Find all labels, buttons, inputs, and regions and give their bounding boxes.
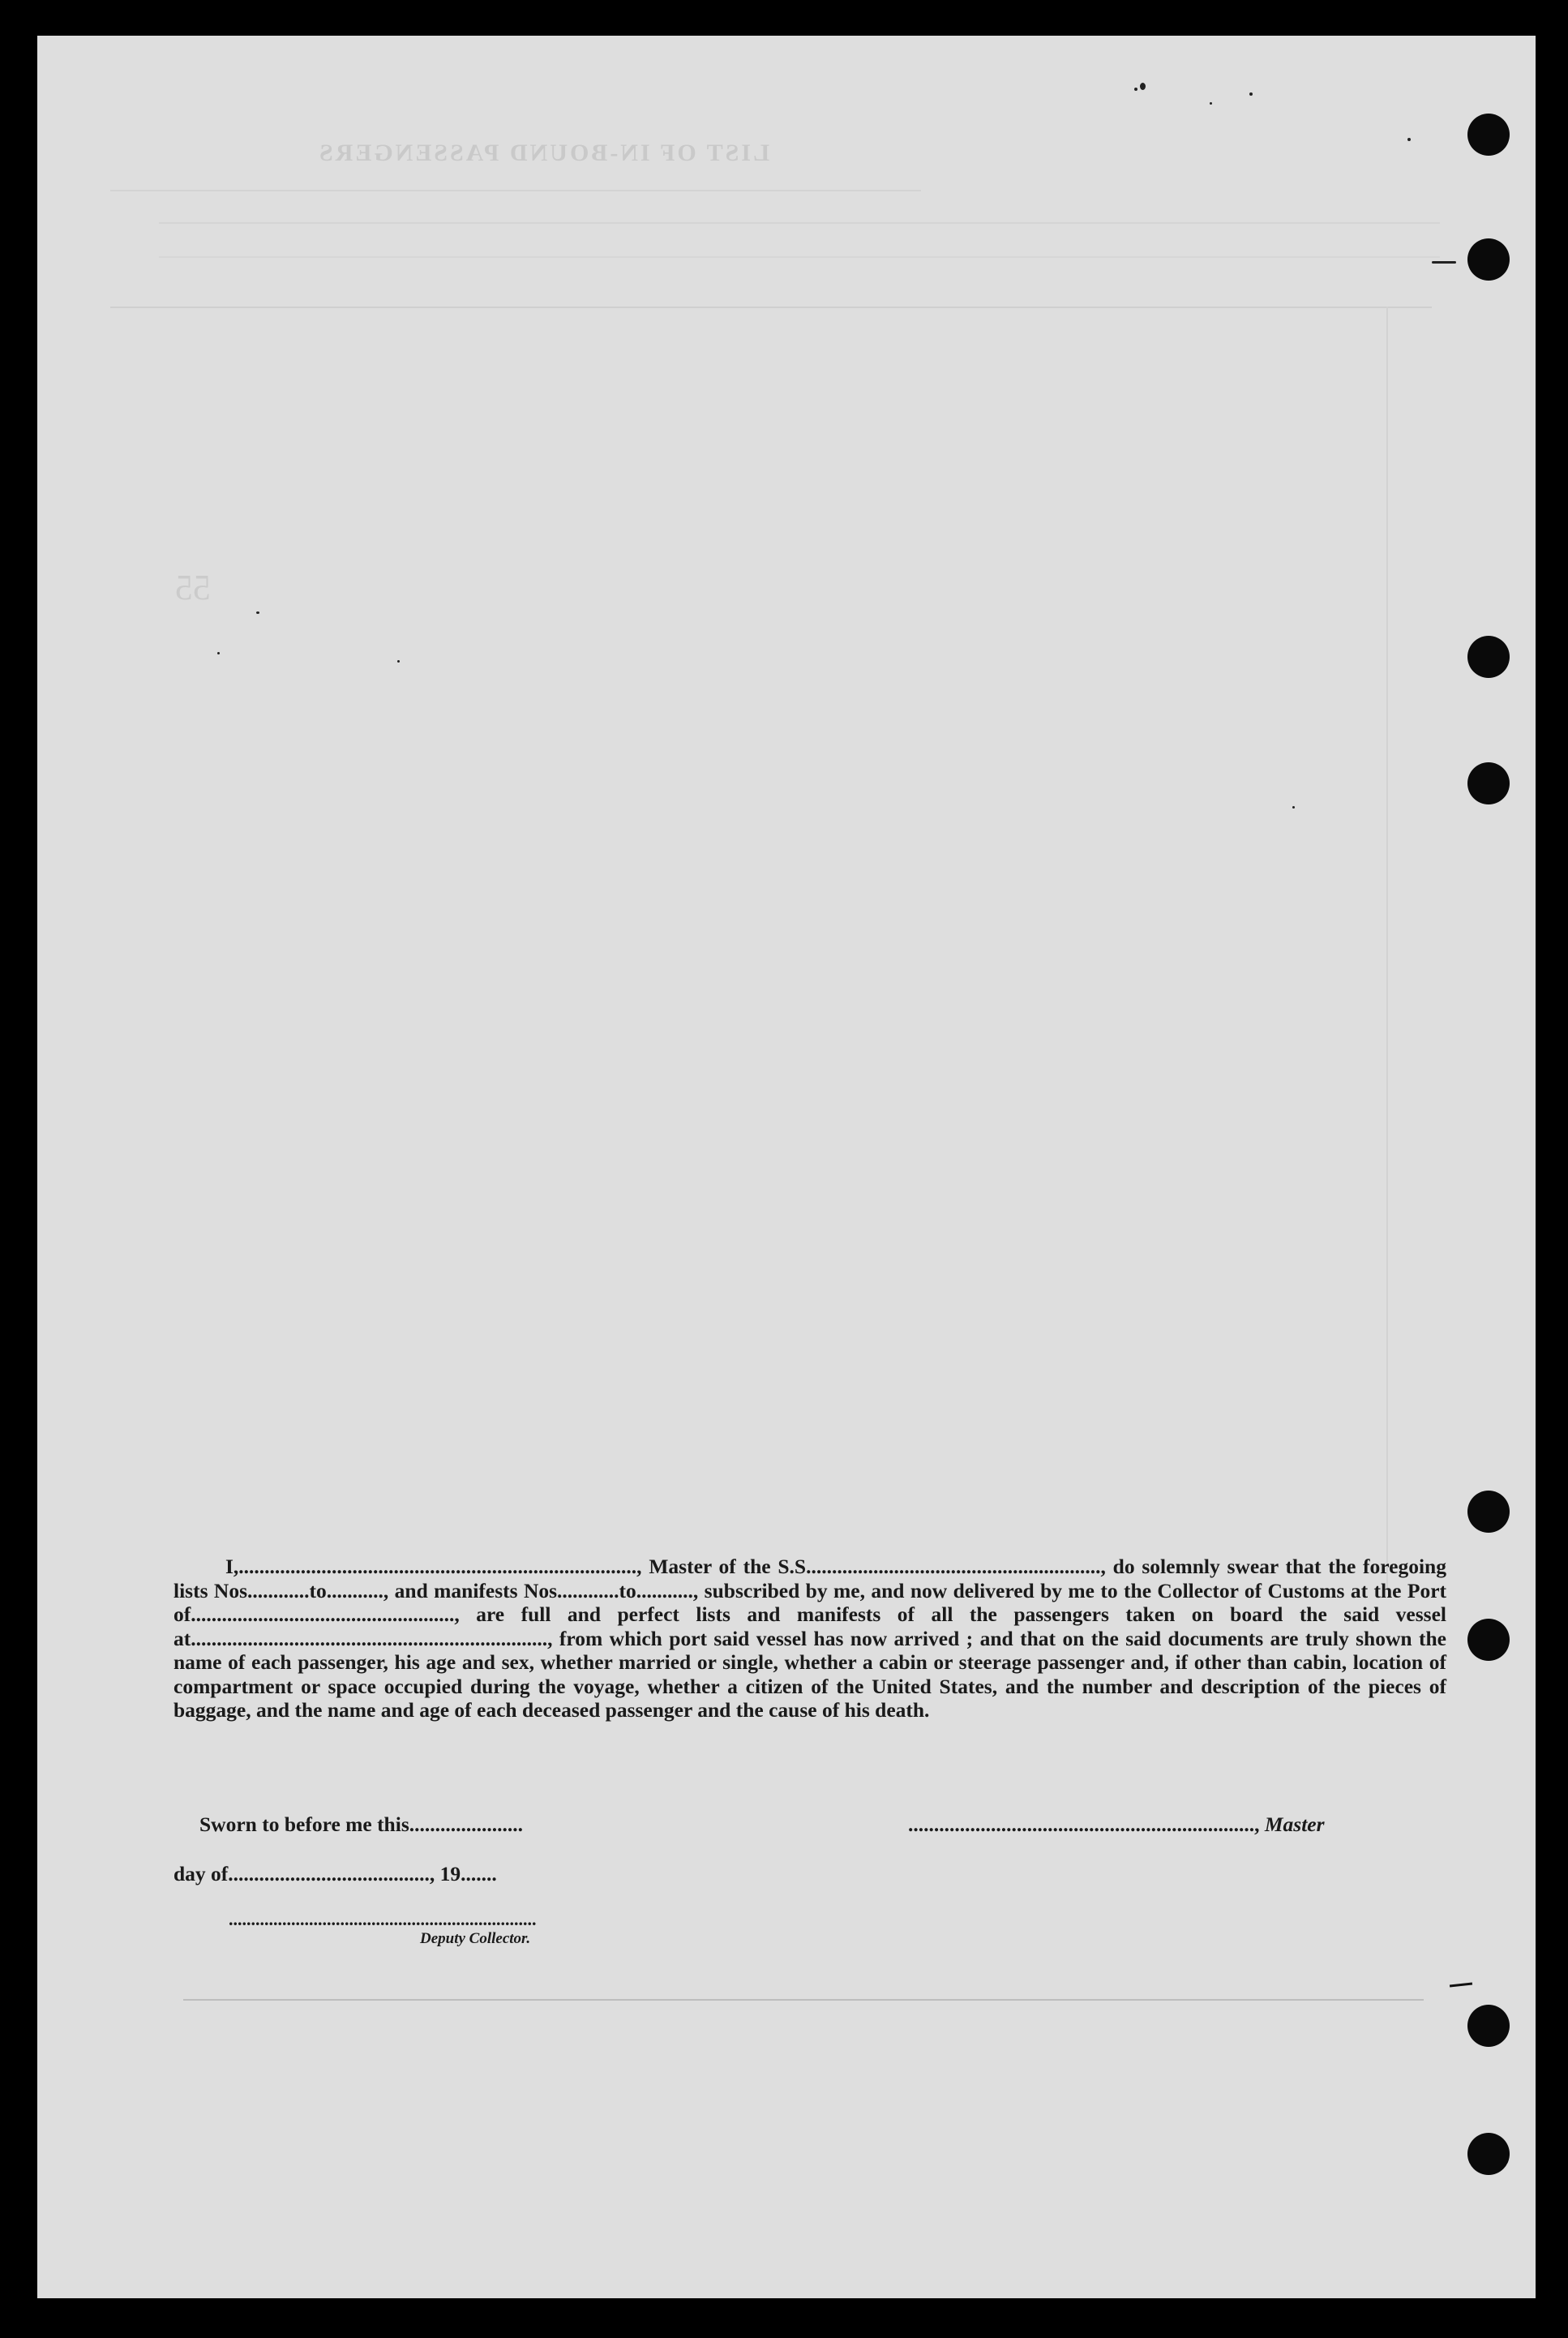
ink-speck — [397, 660, 400, 663]
sworn-line: Sworn to before me this...................... — [199, 1812, 523, 1836]
faint-right-border — [1386, 307, 1388, 1588]
master-label: Master — [1264, 1812, 1325, 1836]
faint-bleed-line — [159, 256, 1440, 258]
bleed-through-page-number: 55 — [175, 568, 211, 607]
punch-hole — [1467, 2005, 1510, 2047]
punch-hole — [1467, 1619, 1510, 1661]
punch-hole — [1467, 636, 1510, 678]
bleed-through-title: LIST OF IN-BOUND PASSENGERS — [317, 139, 770, 166]
day-of-line: day of......................................., 19....... — [174, 1862, 497, 1885]
punch-hole — [1467, 1491, 1510, 1533]
document-page — [37, 36, 1536, 2298]
ink-speck — [1134, 88, 1137, 91]
bottom-rule — [183, 1999, 1424, 2001]
ink-speck — [1407, 138, 1411, 141]
faint-bleed-line — [110, 190, 921, 191]
punch-hole — [1467, 114, 1510, 156]
faint-bleed-line — [159, 222, 1440, 224]
ink-speck — [1292, 806, 1295, 809]
faint-header-rule — [110, 307, 1432, 308]
ink-speck — [1140, 83, 1146, 90]
ink-tick — [1450, 1983, 1472, 1988]
deputy-signature-dots: ..................................................................... — [229, 1909, 537, 1929]
ink-speck — [1249, 92, 1253, 96]
ink-speck — [256, 611, 259, 614]
ink-speck — [217, 652, 220, 654]
master-oath-text — [174, 1555, 1446, 1722]
master-signature-dots: ..................................................................., — [908, 1812, 1260, 1836]
oath-paragraph: I,............................................................................., Master of the S.S........................................................., do solemnly swear that the foregoing lists Nos............to..........., and manifests Nos............to..........., subscribed by me, and now delivered by me to the Collector of Customs at the Port of..................................................., are full and perfect lists and manifests of all the passengers taken on board the said vessel at....................................................................., from which port said vessel has now arrived ; and that on the said documents are truly shown the name of each passenger, his age and sex, whether married or single, whether a cabin or steerage passenger and, if other than cabin, location of compartment or space occupied during the voyage, whether a citizen of the United States, and the number and description of the pieces of baggage, and the name and age of each deceased passenger and the cause of his death. — [174, 1555, 1446, 1722]
punch-hole — [1467, 762, 1510, 804]
ink-speck — [1432, 261, 1456, 264]
deputy-collector-label: Deputy Collector. — [420, 1930, 531, 1947]
ink-speck — [1210, 102, 1212, 105]
punch-hole — [1467, 238, 1510, 281]
punch-hole — [1467, 2133, 1510, 2175]
master-signature-line — [908, 1812, 1325, 1837]
